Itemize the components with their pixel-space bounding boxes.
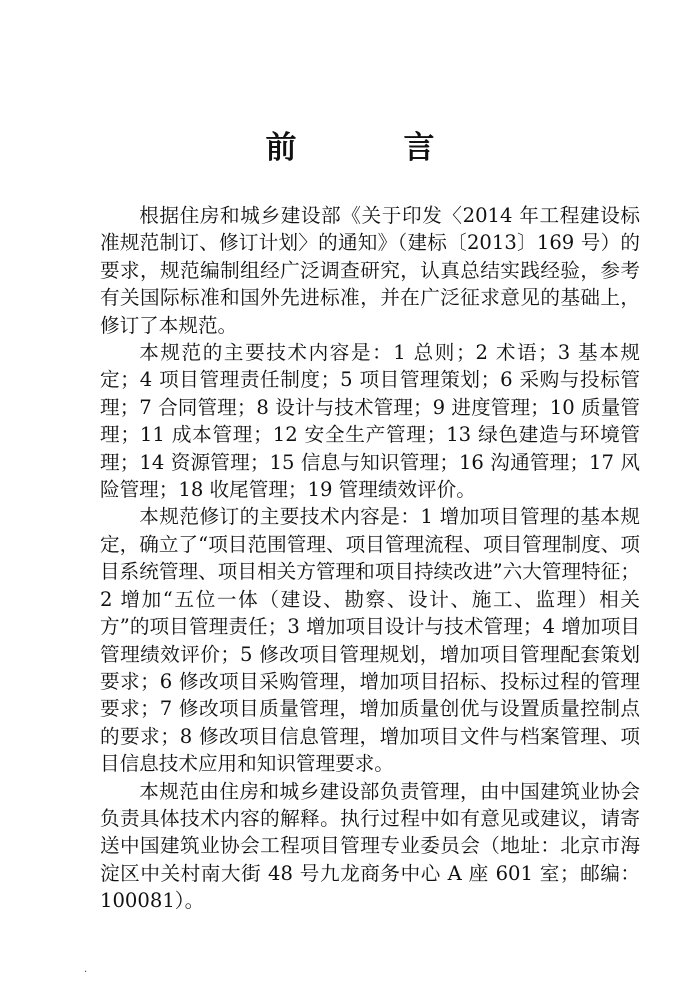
page-title: 前 言 <box>265 130 473 166</box>
paragraph-background: 根据住房和城乡建设部《关于印发〈2014 年工程建设标准规范制订、修订计划〉的通知》（建标〔2013〕169 号）的要求，规范编制组经广泛调查研究，认真总结实践经验，参考有关国际标准和国外先进标准，并在广泛征求意见的基础上，修订了本规范。 <box>100 204 640 337</box>
paragraph-management-contact: 本规范由住房和城乡建设部负责管理，由中国建筑业协会负责具体技术内容的解释。执行过程中如有意见或建议，请寄送中国建筑业协会工程项目管理专业委员会（地址：北京市海淀区中关村南大街 48 号九龙商务中心 A 座 601 室；邮编：100081）。 <box>100 779 640 913</box>
preface-body <box>100 202 640 915</box>
paragraph-revision-contents: 本规范修订的主要技术内容是：1 增加项目管理的基本规定，确立了“项目范围管理、项目管理流程、项目管理制度、项目系统管理、项目相关方管理和项目持续改进”六大管理特征；2 增加“五位一体（建设、勘察、设计、施工、监理）相关方”的项目管理责任；3 增加项目设计与技术管理；4 增加项目管理绩效评价；5 修改项目管理规划，增加项目管理配套策划要求；6 修改项目采购管理，增加项目招标、投标过程的管理要求；7 修改项目质量管理，增加质量创优与设置质量控制点的要求；8 修改项目信息管理，增加项目文件与档案管理、项目信息技术应用和知识管理要求。 <box>100 505 640 776</box>
footer-mark: · <box>84 967 88 978</box>
paragraph-main-contents: 本规范的主要技术内容是：1 总则；2 术语；3 基本规定；4 项目管理责任制度；5 项目管理策划；6 采购与投标管理；7 合同管理；8 设计与技术管理；9 进度管理；10 质量管理；11 成本管理；12 安全生产管理；13 绿色建造与环境管理；14 资源管理；15 信息与知识管理；16 沟通管理；17 风险管理；18 收尾管理；19 管理绩效评价。 <box>100 341 640 502</box>
